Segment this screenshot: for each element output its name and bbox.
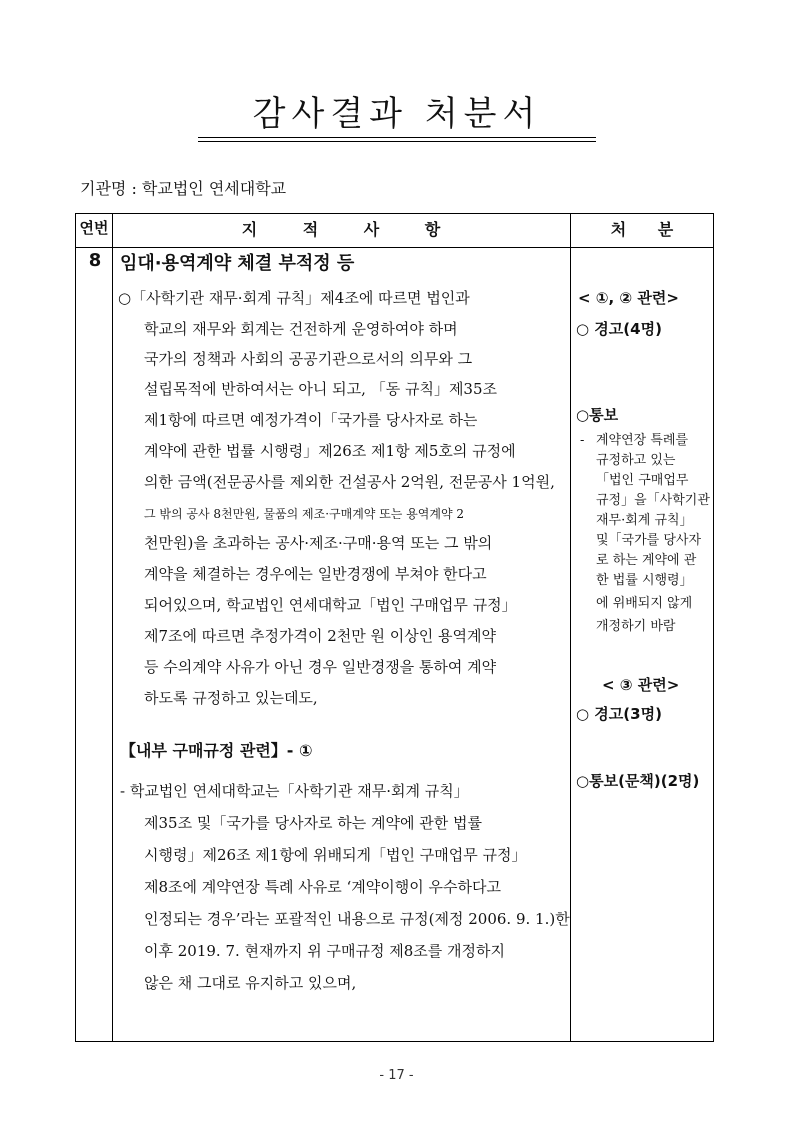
disposition-notice-dash: -	[580, 433, 585, 448]
paragraph-line: 계약에 관한 법률 시행령」제26조 제1항 제5호의 규정에	[144, 442, 516, 460]
column-divider-2	[570, 213, 571, 1042]
notice-line: 개정하기 바람	[596, 619, 676, 634]
bullet-line: - 학교법인 연세대학교는「사학기관 재무·회계 규칙」	[120, 782, 469, 800]
paragraph-line: 계약을 체결하는 경우에는 일반경쟁에 부쳐야 한다고	[144, 565, 487, 583]
notice-line: 규정하고 있는	[596, 453, 676, 468]
disposition-group2-header: < ③ 관련>	[602, 676, 680, 694]
bullet-line: 제8조에 계약연장 특례 사유로 ‘계약이행이 우수하다고	[144, 878, 501, 896]
notice-line: 규정」을「사학기관	[596, 493, 710, 508]
header-divider	[75, 247, 714, 248]
disposition-group1-header: < ①, ② 관련>	[578, 289, 679, 307]
notice-line: 「법인 구매업무	[596, 473, 689, 488]
paragraph-line: 그 밖의 공사 8천만원, 물품의 제조·구매계약 또는 용역계약 2	[144, 507, 465, 521]
paragraph-line: 의한 금액(전문공사를 제외한 건설공사 2억원, 전문공사 1억원,	[144, 473, 555, 491]
item-number: 8	[88, 250, 102, 271]
paragraph-line: 되어있으며, 학교법인 연세대학교「법인 구매업무 규정」	[144, 596, 517, 614]
disposition-warning2: ○ 경고(3명)	[576, 705, 662, 723]
bullet-line: 이후 2019. 7. 현재까지 위 구매규정 제8조를 개정하지	[144, 942, 505, 960]
subheading: 【내부 구매규정 관련】- ①	[120, 741, 313, 760]
document-title: 감사결과 처분서	[252, 94, 542, 134]
paragraph-line: 학교의 재무와 회계는 건전하게 운영하여야 하며	[144, 320, 458, 338]
notice-line: 재무·회계 규칙」	[596, 513, 693, 528]
paragraph-line: 등 수의계약 사유가 아닌 경우 일반경쟁을 통하여 계약	[144, 658, 497, 676]
title-underline	[198, 137, 596, 138]
bullet-line: 않은 채 그대로 유지하고 있으며,	[144, 974, 357, 992]
paragraph-line: 하도록 규정하고 있는데도,	[144, 689, 318, 707]
paragraph-line: 국가의 정책과 사회의 공공기관으로서의 의무와 그	[144, 350, 473, 368]
header-findings: 지 적 사 항	[241, 220, 441, 239]
bullet-line: 제35조 및「국가를 당사자로 하는 계약에 관한 법률	[144, 814, 483, 832]
paragraph-line: 제1항에 따르면 예정가격이「국가를 당사자로 하는	[144, 411, 478, 429]
title-underline-thin	[198, 141, 596, 142]
page-number: - 17 -	[379, 1068, 414, 1083]
notice-line: 로 하는 계약에 관	[596, 553, 697, 568]
notice-line: 한 법률 시행령」	[596, 573, 693, 588]
notice-line: 및「국가를 당사자	[596, 533, 702, 548]
paragraph-line: 천만원)을 초과하는 공사·제조·구매·용역 또는 그 밖의	[144, 534, 493, 552]
item-title: 임대·용역계약 체결 부적정 등	[120, 253, 355, 274]
disposition-notice-header: ○통보	[576, 406, 619, 424]
disposition-notice-discipline: ○통보(문책)(2명)	[576, 772, 700, 790]
organization-line: 기관명 : 학교법인 연세대학교	[80, 179, 287, 198]
paragraph-line: ○「사학기관 재무·회계 규칙」제4조에 따르면 법인과	[118, 289, 470, 307]
notice-line: 계약연장 특례를	[596, 433, 689, 448]
bullet-line: 시행령」제26조 제1항에 위배되게「법인 구매업무 규정」	[144, 846, 527, 864]
paragraph-line: 제7조에 따르면 추정가격이 2천만 원 이상인 용역계약	[144, 627, 496, 645]
notice-line: 에 위배되지 않게	[596, 596, 693, 611]
header-no: 연번	[79, 219, 109, 237]
bullet-line: 인정되는 경우’라는 포괄적인 내용으로 규정(제정 2006. 9. 1.)한	[144, 910, 570, 928]
header-disposition: 처 분	[610, 220, 674, 239]
column-divider-1	[112, 213, 113, 1042]
disposition-warning1: ○ 경고(4명)	[576, 320, 662, 338]
paragraph-line: 설립목적에 반하여서는 아니 되고, 「동 규칙」제35조	[144, 380, 498, 398]
